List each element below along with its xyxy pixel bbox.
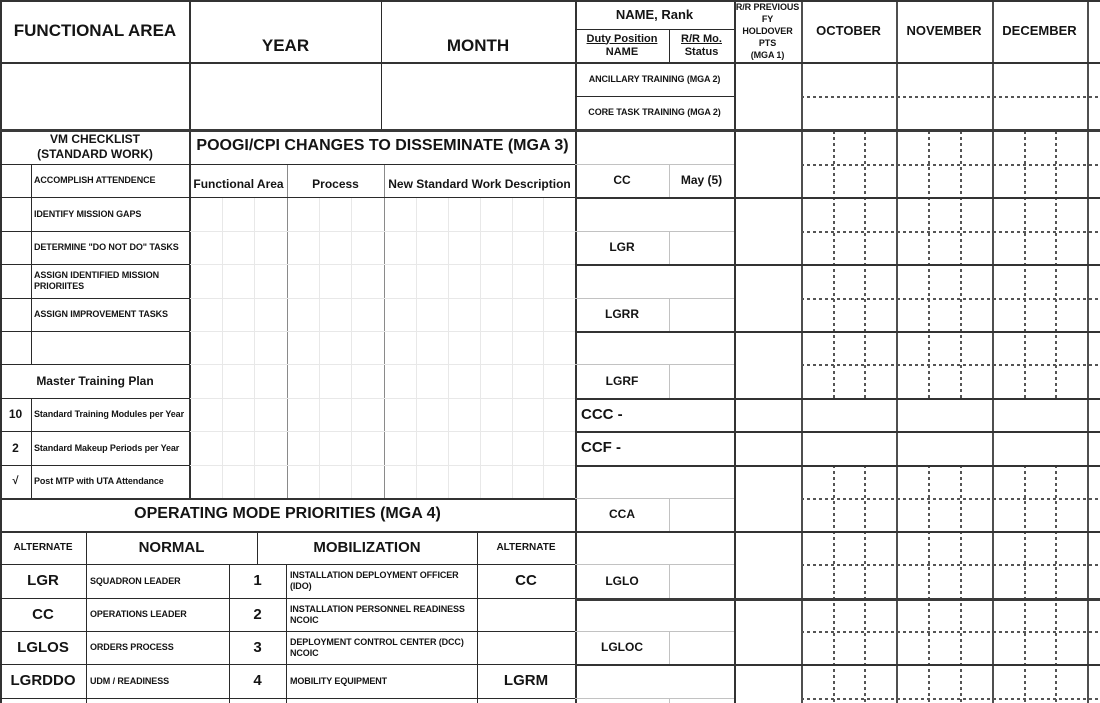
vm-checklist-item: ASSIGN IDENTIFIED MISSION PRIORIITES [34, 270, 160, 291]
grid-line [669, 298, 670, 331]
grid-line [575, 664, 1100, 666]
poogi-title: POOGI/CPI CHANGES TO DISSEMINATE (MGA 3) [196, 137, 569, 155]
grid-line [960, 465, 962, 703]
om-mobilization-role: MOBILITY EQUIPMENT [290, 675, 388, 686]
om-normal-role: SQUADRON LEADER [90, 575, 181, 586]
rr-previous-fy-header: R/R PREVIOUS FY HOLDOVER PTS (MGA 1) [735, 1, 800, 61]
duty-row-ccf: CCF - [581, 439, 621, 457]
om-header-alternate-left: ALTERNATE [13, 541, 73, 553]
grid-line [190, 231, 575, 232]
name-rank-header: NAME, Rank [615, 6, 694, 22]
poogi-col-process: Process [312, 176, 359, 191]
grid-line [416, 198, 417, 498]
month-column-october: OCTOBER [816, 23, 881, 39]
om-alt-right [477, 631, 575, 664]
grid-line [0, 331, 190, 332]
om-alt-left: LGR [27, 572, 59, 590]
duty-position-label: Duty Position [586, 32, 658, 45]
rr-status-cc: May (5) [680, 173, 723, 188]
om-alt-right: CC [515, 572, 537, 590]
grid-line [801, 364, 1100, 366]
grid-line [575, 698, 734, 699]
grid-line [190, 331, 575, 332]
vm-checklist-item: DETERMINE "DO NOT DO" TASKS [34, 242, 179, 253]
grid-line [801, 231, 1100, 233]
om-alt-left: CC [32, 605, 54, 623]
grid-line [254, 198, 255, 498]
ancillary-training-row-label: ANCILLARY TRAINING (MGA 2) [588, 73, 721, 84]
rr-mo-label: R/R Mo. [681, 32, 722, 45]
grid-line [480, 198, 481, 498]
grid-line [801, 564, 1100, 566]
om-priority: 2 [253, 605, 262, 623]
om-mobilization-role: DEPLOYMENT CONTROL CENTER (DCC) NCOIC [290, 636, 464, 658]
om-normal-role: UDM / READINESS [90, 675, 170, 686]
grid-line [190, 398, 575, 399]
om-mobilization-role: INSTALLATION PERSONNEL READINESS NCOIC [290, 603, 465, 625]
vm-checklist-title: VM CHECKLIST (STANDARD WORK) [37, 132, 153, 161]
grid-line [319, 198, 320, 498]
grid-line [190, 431, 575, 432]
grid-line [190, 364, 575, 365]
om-normal-role: ORDERS PROCESS [90, 642, 174, 653]
month-column-november: NOVEMBER [906, 23, 982, 39]
vm-checklist-item: ACCOMPLISH ATTENDENCE [34, 175, 156, 186]
grid-line [190, 465, 575, 466]
month-header: MONTH [446, 35, 510, 55]
mtp-title: Master Training Plan [36, 373, 154, 388]
grid-line [189, 0, 191, 498]
grid-line [286, 564, 287, 703]
grid-line [801, 631, 1100, 633]
om-header-mobilization: MOBILIZATION [313, 538, 421, 556]
grid-line [801, 96, 1100, 98]
grid-line [801, 164, 1100, 166]
year-header: YEAR [261, 35, 310, 55]
grid-line [222, 198, 223, 498]
grid-line [669, 498, 670, 531]
om-header-alternate-right: ALTERNATE [496, 541, 556, 553]
om-priority: 3 [253, 638, 262, 656]
operating-mode-title: OPERATING MODE PRIORITIES (MGA 4) [134, 505, 441, 523]
mtp-checkmark: √ [12, 475, 19, 488]
grid-line [1055, 465, 1057, 703]
duty-position-lgr: LGR [609, 240, 635, 255]
grid-line [1024, 465, 1026, 703]
vm-checklist-item: IDENTIFY MISSION GAPS [34, 208, 142, 219]
mtp-label: Post MTP with UTA Attendance [34, 476, 164, 487]
mtp-label: Standard Makeup Periods per Year [34, 442, 180, 453]
rr-mo-header [669, 29, 734, 62]
mtp-value: 2 [12, 440, 19, 455]
grid-line [575, 264, 1100, 266]
mtp-value: 10 [8, 407, 23, 422]
duty-position-lgrf: LGRF [605, 373, 639, 388]
grid-line [512, 198, 513, 498]
om-mobilization-role: INSTALLATION DEPLOYMENT OFFICER (IDO) [290, 570, 459, 591]
rr-mo-sub-label: Status [684, 45, 719, 58]
grid-line [833, 465, 835, 703]
grid-line [669, 364, 670, 398]
duty-row-ccc: CCC - [581, 405, 623, 423]
duty-position-header [575, 29, 669, 62]
core-task-training-row-label: CORE TASK TRAINING (MGA 2) [588, 107, 721, 118]
grid-line [575, 465, 1100, 467]
duty-position-lgrr: LGRR [605, 307, 639, 322]
om-header-normal: NORMAL [138, 538, 205, 556]
grid-line [575, 598, 1100, 601]
grid-line [575, 331, 1100, 333]
duty-position-lgloc: LGLOC [601, 640, 643, 655]
grid-line [543, 198, 544, 498]
poogi-col-description: New Standard Work Description [388, 176, 571, 191]
grid-line [190, 298, 575, 299]
month-column-december: DECEMBER [1002, 23, 1077, 39]
om-alt-left: LGRDDO [10, 672, 76, 690]
grid-line [928, 465, 930, 703]
duty-position-lglo: LGLO [605, 573, 639, 588]
grid-line [801, 298, 1100, 300]
vm-checklist-item: ASSIGN IMPROVEMENT TASKS [34, 309, 168, 320]
duty-position-cc: CC [613, 173, 631, 188]
duty-position-cca: CCA [609, 507, 635, 522]
grid-line [864, 465, 866, 703]
grid-line [669, 231, 670, 264]
grid-line [0, 698, 575, 699]
grid-line [669, 564, 670, 598]
grid-line [575, 531, 1100, 533]
om-normal-role: OPERATIONS LEADER [90, 609, 187, 620]
functional-area-header: FUNCTIONAL AREA [13, 20, 177, 40]
om-alt-left: LGLOS [17, 638, 69, 656]
duty-position-sub-label: NAME [605, 45, 639, 58]
grid-line [669, 631, 670, 664]
mtp-label: Standard Training Modules per Year [34, 409, 184, 420]
om-alt-right: LGRM [503, 672, 549, 690]
grid-line [351, 198, 352, 498]
grid-line [31, 398, 32, 498]
om-alt-right [477, 598, 575, 631]
poogi-col-functional-area: Functional Area [193, 176, 284, 191]
grid-line [448, 198, 449, 498]
om-priority: 4 [253, 672, 262, 690]
om-priority: 1 [253, 572, 262, 590]
grid-line [190, 197, 575, 198]
grid-line [190, 264, 575, 265]
grid-line [575, 197, 1100, 199]
grid-line [0, 62, 1100, 64]
grid-line [801, 698, 1100, 700]
grid-line [801, 498, 1100, 500]
